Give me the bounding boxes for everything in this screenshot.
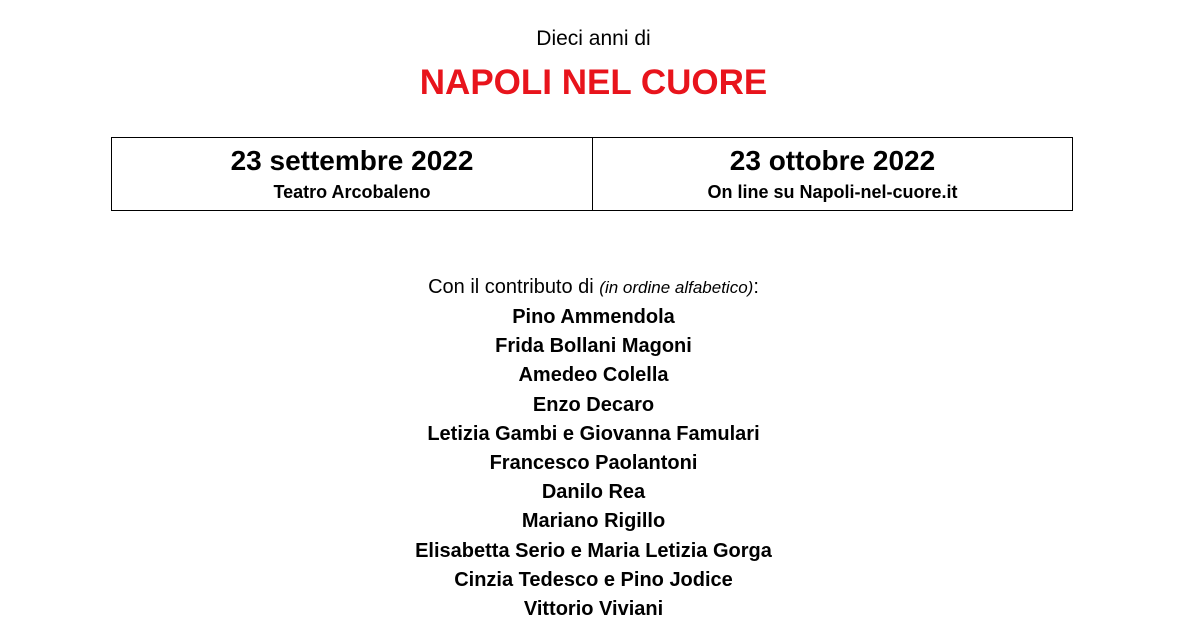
alphabetical-note: (in ordine alfabetico) [599,278,754,297]
date-text: 23 settembre 2022 [230,145,474,176]
contributors-colon: : [753,276,759,298]
event-title: NAPOLI NEL CUORE [419,63,768,102]
contributor-name: Mariano Rigillo [521,510,666,533]
contributor-name: Vittorio Viviani [523,598,664,621]
contributor-name: Amedeo Colella [518,364,669,387]
contributor-name: Enzo Decaro [532,393,655,416]
venue-text: On line su Napoli-nel-cuore.it [707,182,958,202]
contributor-name: Danilo Rea [541,481,646,504]
event-subtitle: Dieci anni di [536,27,651,50]
contributor-name: Cinzia Tedesco e Pino Jodice [454,568,733,591]
contributor-name: Frida Bollani Magoni [495,335,692,358]
contributor-name: Letizia Gambi e Giovanna Famulari [427,422,760,445]
date-cell-theatre [112,138,592,210]
contributor-name: Francesco Paolantoni [489,452,698,475]
dates-table [111,137,1073,211]
contributor-name: Elisabetta Serio e Maria Letizia Gorga [415,539,772,562]
contributors-heading [0,272,1187,303]
contributors-list [0,303,1187,624]
contributor-name: Pino Ammendola [512,306,675,328]
contributors-intro: Con il contributo di [428,276,600,298]
date-text: 23 ottobre 2022 [729,145,936,176]
contributors-section [0,272,1187,624]
date-cell-online [592,138,1072,210]
venue-text: Teatro Arcobaleno [273,182,431,202]
